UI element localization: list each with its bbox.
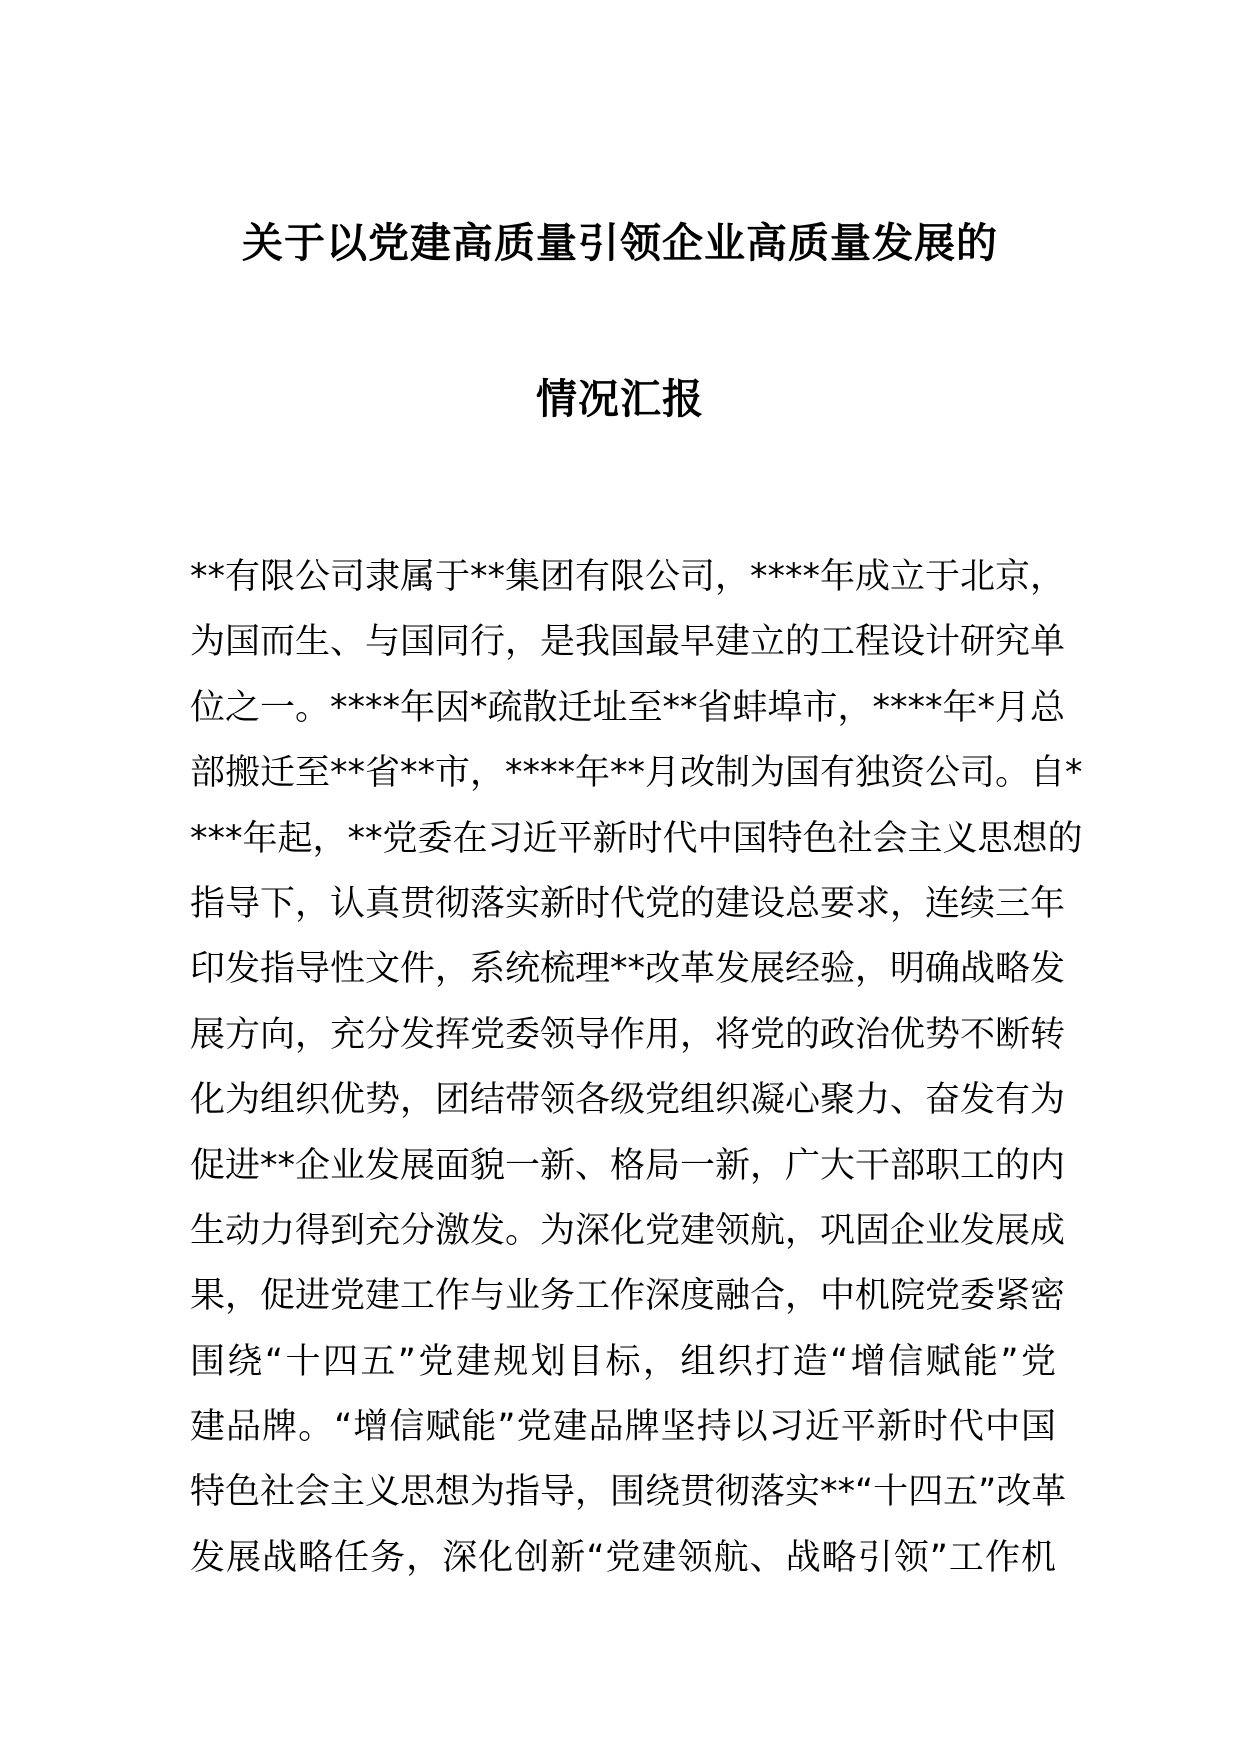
body-line: ***年起，**党委在习近平新时代中国特色社会主义思想的 (190, 818, 1083, 859)
body-line: 展方向，充分发挥党委领导作用，将党的政治优势不断转 (190, 1014, 1066, 1055)
document-body (190, 552, 1083, 1598)
body-line: 化为组织优势，团结带领各级党组织凝心聚力、奋发有为 (190, 1080, 1066, 1121)
body-line: 促进**企业发展面貌一新、格局一新，广大干部职工的内 (190, 1145, 1066, 1186)
body-line: 果，促进党建工作与业务工作深度融合，中机院党委紧密 (190, 1276, 1066, 1317)
document-title-line-1: 关于以党建高质量引领企业高质量发展的 (242, 219, 998, 267)
body-line: 特色社会主义思想为指导，围绕贯彻落实**“十四五”改革 (190, 1472, 1067, 1513)
body-line: 位之一。****年因*疏散迁址至**省蚌埠市，****年*月总 (190, 687, 1066, 728)
body-line: 建品牌。“增信赋能”党建品牌坚持以习近平新时代中国 (190, 1407, 1056, 1448)
body-line: 生动力得到充分激发。为深化党建领航，巩固企业发展成 (190, 1210, 1066, 1251)
body-line: 部搬迁至**省**市，****年**月改制为国有独资公司。自* (190, 753, 1083, 794)
document-title-line-2: 情况汇报 (536, 375, 704, 423)
body-line: 发展战略任务，深化创新“党建领航、战略引领”工作机 (190, 1537, 1056, 1578)
body-line: 为国而生、与国同行，是我国最早建立的工程设计研究单 (190, 622, 1066, 663)
body-line: 围绕“十四五”党建规划目标，组织打造“增信赋能”党 (190, 1341, 1056, 1382)
body-line: 印发指导性文件，系统梳理**改革发展经验，明确战略发 (190, 949, 1066, 990)
body-line: **有限公司隶属于**集团有限公司，****年成立于北京， (190, 557, 1066, 597)
body-line: 指导下，认真贯彻落实新时代党的建设总要求，连续三年 (190, 883, 1066, 924)
